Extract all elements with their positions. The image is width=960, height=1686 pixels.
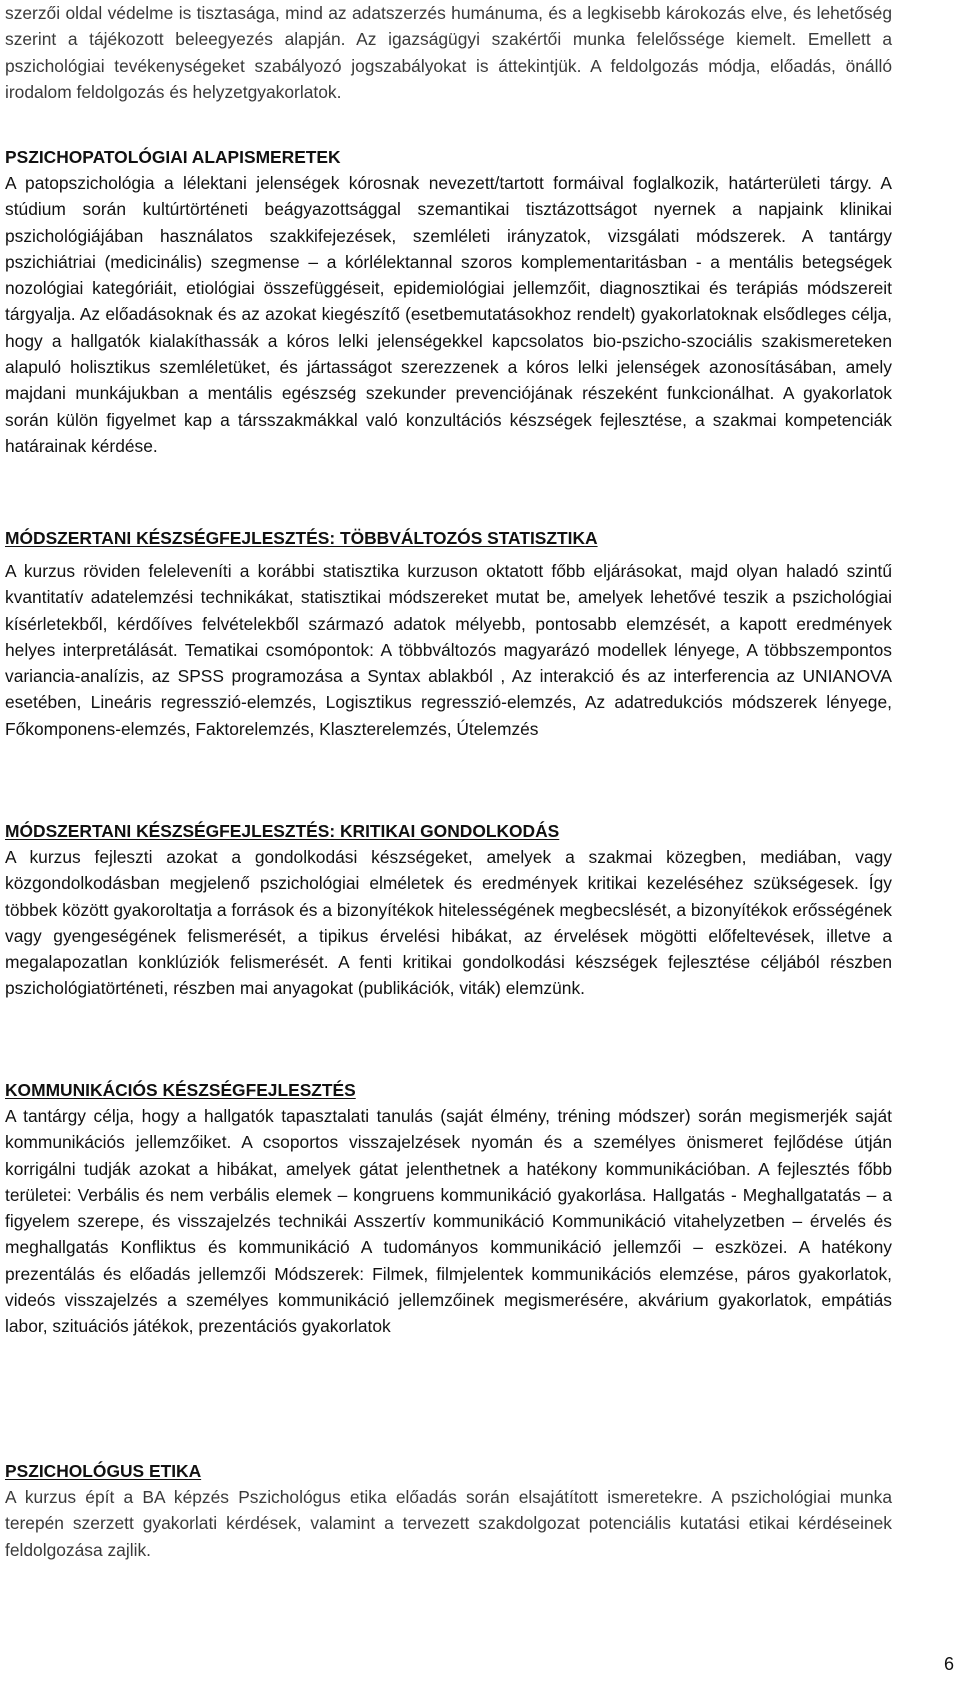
section-title-critical-thinking: MÓDSZERTANI KÉSZSÉGFEJLESZTÉS: KRITIKAI GONDOLKODÁS xyxy=(5,821,560,841)
section-body-psychopathology: A patopszichológia a lélektani jelenségek kórosnak nevezett/tartott formáival foglalkozik, határterületi tárgy. A stúdium során kultúrtörténeti beágyazottsággal szemantikai tisztázottságot nyernek a napjaink klinikai pszichológiájában használatos szakkifejezések, szemléleti irányzatok, vizsgálati módszerek. A tantárgy pszichiátriai (medicinális) szegmense – a kórlélektannal szoros komplementaritásban - a mentális betegségek nozológiai kategóriáit, etiológiai összefüggéseit, epidemiológiai jellemzőit, diagnosztikai és terápiás módszereit tárgyalja. Az előadásoknak és az azokat kiegészítő (esetbemutatásokhoz rendelt) gyakorlatoknak elsődleges célja, hogy a hallgatók kialakíthassák a kóros lelki jelenségekkel kapcsolatos bio-pszicho-szociális szakismereteken alapuló holisztikus szemléletüket, és jártasságot szerezzenek a kóros lelki jelenségek azonosításában, amely majdani munkájukban a mentális egészség szekunder prevenciójának részeként funkcionálhat. A gyakorlatok során külön figyelmet kap a társszakmákkal való konzultációs készségek fejlesztése, a szakmai kompetenciák határainak kérdése. xyxy=(5,173,892,456)
section-title-psychopathology: PSZICHOPATOLÓGIAI ALAPISMERETEK xyxy=(5,147,341,167)
section-title-multivariate-statistics: MÓDSZERTANI KÉSZSÉGFEJLESZTÉS: TÖBBVÁLTOZÓS STATISZTIKA xyxy=(5,528,598,548)
page-number: 6 xyxy=(943,1654,954,1674)
section-body-multivariate-statistics: A kurzus röviden feleleveníti a korábbi statisztika kurzuson oktatott főbb eljárásokat, majd olyan haladó szintű kvantitatív adatelemzési technikákat, statisztikai módszereket mutat be, amelyek lehetővé teszik a pszichológiai kísérletekből, kérdőíves felvételekből származó adatok mélyebb, pontosabb elemzését, a kapott eredmények helyes interpretálását. Tematikai csomópontok: A többváltozós magyarázó modellek lényege, A többszempontos variancia-analízis, az SPSS programozása a Syntax ablakból , Az interakció és az interferencia az UNIANOVA esetében, Lineáris regresszió-elemzés, Logisztikus regresszió-elemzés, Az adatredukciós módszerek lényege, Főkomponens-elemzés, Faktorelemzés, Klaszterelemzés, Útelemzés xyxy=(5,561,892,739)
section-body-critical-thinking: A kurzus fejleszti azokat a gondolkodási készségeket, amelyek a szakmai közegben, mediában, vagy közgondolkodásban megjelenő pszichológiai elméletek és eredmények kritikai kezeléséhez szükségesek. Így többek között gyakoroltatja a források és a bizonyítékok hitelességének megbecslését, a bizonyítékok erősségének vagy gyengeségének felismerését, a tipikus érvelési hibákat, az érvelések mögötti előfeltevések, illetve a megalapozatlan konklúziók felismerését. A fenti kritikai gondolkodási készségek fejlesztése céljából részben pszichológiatörténeti, részben mai anyagokat (publikációk, viták) elemzünk. xyxy=(5,847,892,999)
section-body-ethics: A kurzus épít a BA képzés Pszichológus etika előadás során elsajátított ismeretekre. A pszichológiai munka terepén szerzett gyakorlati kérdések, valamint a tervezett szakdolgozat potenciális kutatási etikai kérdéseinek feldolgozása zajlik. xyxy=(5,1487,892,1560)
section-title-communication: KOMMUNIKÁCIÓS KÉSZSÉGFEJLESZTÉS xyxy=(5,1080,356,1100)
intro-paragraph: szerzői oldal védelme is tisztasága, mind az adatszerzés humánuma, és a legkisebb károkozás elve, és lehetőség szerint a tájékozott beleegyezés alapján. Az igazságügyi szakértői munka felelőssége kiemelt. Emellett a pszichológiai tevékenységeket szabályozó jogszabályokat is áttekintjük. A feldolgozás módja, előadás, önálló irodalom feldolgozás és helyzetgyakorlatok. xyxy=(5,3,892,102)
section-title-ethics: PSZICHOLÓGUS ETIKA xyxy=(5,1461,202,1481)
section-body-communication: A tantárgy célja, hogy a hallgatók tapasztalati tanulás (saját élmény, tréning módszer) során megismerjék saját kommunikációs jellemzőiket. A csoportos visszajelzések nyomán és a személyes önismeret fejlődése útján korrigálni tudják azokat a hibákat, amelyek gátat jelenthetnek a hatékony kommunikációban. A fejlesztés főbb területei: Verbális és nem verbális elemek – kongruens kommunikáció gyakorlása. Hallgatás - Meghallgatatás – a figyelem szerepe, és visszajelzés technikái Asszertív kommunikáció Kommunikáció vitahelyzetben – érvelés és meghallgatás Konfliktus és kommunikáció A tudományos kommunikáció jellemzői – eszközei. A hatékony prezentálás és előadás jellemzői Módszerek: Filmek, filmjelentek kommunikációs elemzése, páros gyakorlatok, videós visszajelzés a személyes kommunikáció jellemzőinek megismerésére, akvárium gyakorlatok, empátiás labor, szituációs játékok, prezentációs gyakorlatok xyxy=(5,1106,892,1337)
